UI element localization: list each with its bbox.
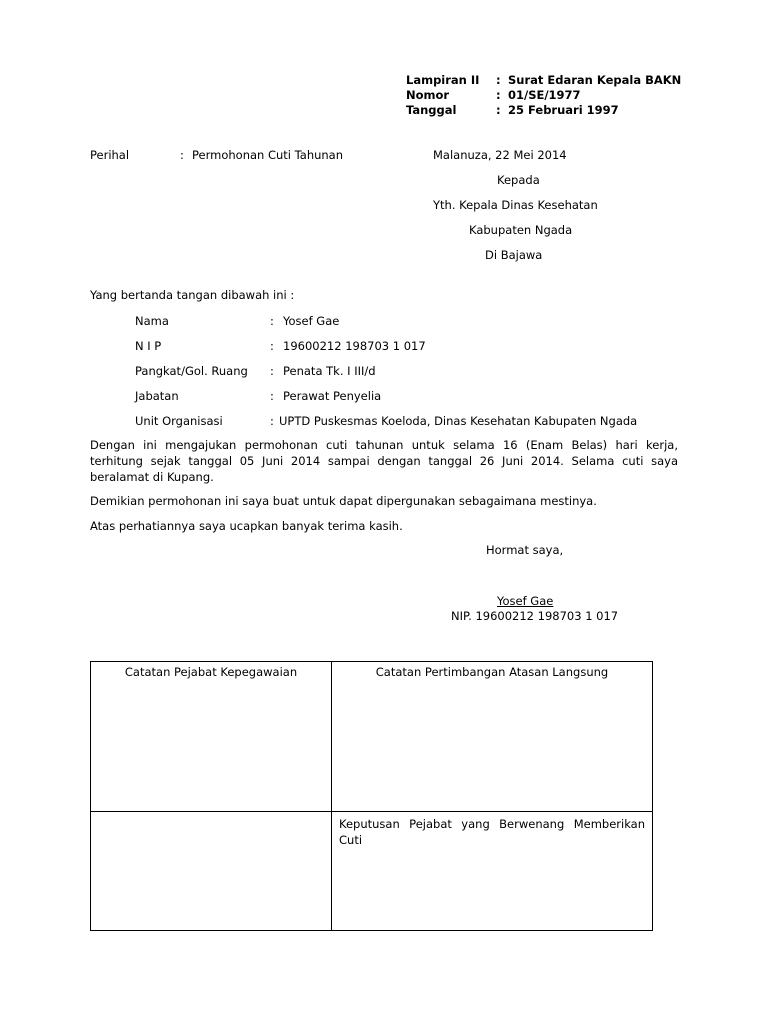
notes-cell-supervisor <box>332 662 653 812</box>
identity-sep-nip: : <box>270 339 274 353</box>
identity-value-name: Yosef Gae <box>283 314 340 328</box>
ref-sep-nomor: : <box>496 88 501 102</box>
identity-label-unit: Unit Organisasi <box>135 414 223 428</box>
subject-value: Permohonan Cuti Tahunan <box>192 148 344 162</box>
ref-value-lampiran: Surat Edaran Kepala BAKN <box>508 73 682 87</box>
recipient-region: Kabupaten Ngada <box>469 223 573 237</box>
recipient-to: Kepada <box>497 173 540 187</box>
subject-label: Perihal <box>90 148 130 162</box>
identity-sep-rank: : <box>270 364 274 378</box>
body-paragraph-closing: Demikian permohonan ini saya buat untuk dapat dipergunakan sebagaimana mestinya. <box>90 494 597 508</box>
identity-sep-position: : <box>270 389 274 403</box>
ref-sep-lampiran: : <box>496 73 501 87</box>
ref-value-nomor: 01/SE/1977 <box>508 88 581 102</box>
subject-sep: : <box>180 148 184 162</box>
notes-table-row <box>91 812 653 931</box>
ref-value-tanggal: 25 Februari 1997 <box>508 103 619 117</box>
identity-sep-unit: : <box>270 414 274 428</box>
notes-cell-empty <box>91 812 332 931</box>
notes-supervisor-title: Catatan Pertimbangan Atasan Langsung <box>375 665 609 679</box>
recipient-name: Yth. Kepala Dinas Kesehatan <box>433 198 598 212</box>
notes-personnel-title: Catatan Pejabat Kepegawaian <box>124 665 298 679</box>
notes-cell-personnel <box>91 662 332 812</box>
ref-sep-tanggal: : <box>496 103 501 117</box>
identity-label-nip: N I P <box>135 339 162 353</box>
notes-table-row <box>91 662 653 812</box>
identity-label-rank: Pangkat/Gol. Ruang <box>135 364 248 378</box>
notes-cell-decision <box>332 812 653 931</box>
intro-text: Yang bertanda tangan dibawah ini : <box>90 288 295 302</box>
date-place: Malanuza, 22 Mei 2014 <box>433 148 567 162</box>
closing-text: Hormat saya, <box>486 543 564 557</box>
signature-name: Yosef Gae <box>497 594 554 608</box>
identity-value-unit: UPTD Puskesmas Koeloda, Dinas Kesehatan Kabupaten Ngada <box>279 414 638 428</box>
signature-nip: NIP. 19600212 198703 1 017 <box>451 609 619 623</box>
identity-value-nip: 19600212 198703 1 017 <box>283 339 426 353</box>
ref-label-lampiran: Lampiran II <box>406 73 480 87</box>
notes-decision-title: Keputusan Pejabat yang Berwenang Memberikan Cuti <box>339 817 645 847</box>
recipient-location: Di Bajawa <box>485 248 543 262</box>
identity-value-position: Perawat Penyelia <box>283 389 382 403</box>
ref-label-tanggal: Tanggal <box>406 103 457 117</box>
approval-notes-table <box>90 661 653 931</box>
ref-label-nomor: Nomor <box>406 88 450 102</box>
body-paragraph-request: Dengan ini mengajukan permohonan cuti tahunan untuk selama 16 (Enam Belas) hari kerja, terhitung sejak tanggal 05 Juni 2014 sampai dengan tanggal 26 Juni 2014. Selama cuti saya beralamat di Kupang. <box>90 438 678 484</box>
body-paragraph-thanks: Atas perhatiannya saya ucapkan banyak terima kasih. <box>90 519 403 533</box>
identity-label-name: Nama <box>135 314 169 328</box>
identity-sep-name: : <box>270 314 274 328</box>
identity-value-rank: Penata Tk. I III/d <box>283 364 376 378</box>
identity-label-position: Jabatan <box>135 389 179 403</box>
